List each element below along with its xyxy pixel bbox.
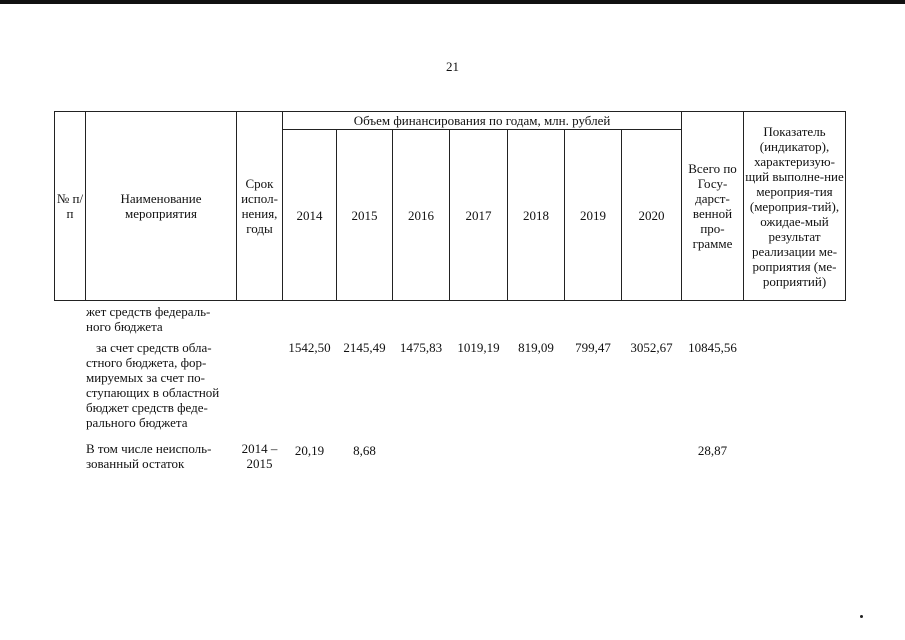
row-name-unused-balance: В том числе неисполь- зованный остаток [86, 441, 212, 471]
header-year-2015: 2015 [336, 129, 393, 301]
scan-speck [860, 615, 863, 618]
page-number: 21 [446, 59, 459, 74]
page-top-edge [0, 0, 905, 4]
cell-2014: 1542,50 [288, 340, 331, 355]
cell-total: 10845,56 [688, 340, 737, 355]
header-year-2016: 2016 [392, 129, 450, 301]
cell-2018: 819,09 [518, 340, 554, 355]
row-name-regional-budget-cont: стного бюджета, фор- мируемых за счет по- ступающих в областной бюджет средств феде- рального бюджета [86, 355, 220, 430]
header-year-2017: 2017 [449, 129, 508, 301]
cell-2019: 799,47 [575, 340, 611, 355]
row-name-regional-budget: за счет средств обла- [96, 340, 212, 355]
cell-term: 2014 – 2015 [241, 441, 278, 471]
cell-2016: 1475,83 [399, 340, 443, 355]
cell-2017: 1019,19 [457, 340, 500, 355]
header-indicator: Показатель (индикатор), характеризую-щий выполне-ние мероприя-тия (мероприя-тий), ожидае-мый результат реализации ме-роприятия (ме-роприятий) [743, 111, 846, 301]
header-year-2014: 2014 [282, 129, 337, 301]
header-year-2019: 2019 [564, 129, 622, 301]
header-name: Наименование мероприятия [85, 111, 237, 301]
header-total: Всего по Госу-дарст-венной про-грамме [681, 111, 744, 301]
cell-2014: 20,19 [294, 443, 325, 458]
header-year-2018: 2018 [507, 129, 565, 301]
header-year-2020: 2020 [621, 129, 682, 301]
cell-2020: 3052,67 [630, 340, 673, 355]
cell-2015: 8,68 [353, 443, 376, 458]
cell-total: 28,87 [697, 443, 728, 458]
header-number: № п/п [54, 111, 86, 301]
header-term: Срок испол-нения, годы [236, 111, 283, 301]
row-name-continuation: жет средств федераль- ного бюджета [86, 304, 211, 334]
cell-2015: 2145,49 [343, 340, 386, 355]
header-funding-group: Объем финансирования по годам, млн. рублей [282, 111, 682, 130]
